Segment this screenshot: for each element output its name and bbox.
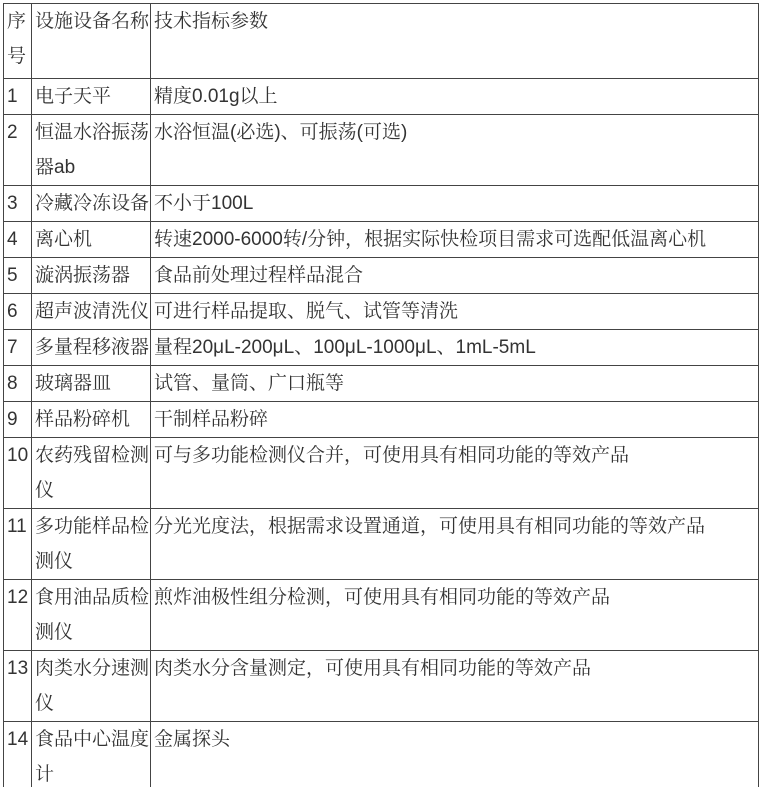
spec-cell: 试管、量筒、广口瓶等 xyxy=(151,366,759,402)
spec-cell: 可进行样品提取、脱气、试管等清洗 xyxy=(151,294,759,330)
table-row xyxy=(4,580,759,651)
table-row xyxy=(4,509,759,580)
equipment-name-cell: 冷藏冷冻设备 xyxy=(32,186,151,222)
spec-cell: 精度0.01g以上 xyxy=(151,79,759,115)
table-row xyxy=(4,330,759,366)
serial-number-cell: 7 xyxy=(4,330,32,366)
serial-number-cell: 11 xyxy=(4,509,32,580)
header-cell-equipment-name: 设施设备名称 xyxy=(32,4,151,79)
equipment-name-cell: 电子天平 xyxy=(32,79,151,115)
equipment-name-cell: 肉类水分速测仪 xyxy=(32,651,151,722)
table-row xyxy=(4,651,759,722)
serial-number-cell: 10 xyxy=(4,438,32,509)
serial-number-cell: 9 xyxy=(4,402,32,438)
spec-cell: 食品前处理过程样品混合 xyxy=(151,258,759,294)
serial-number-cell: 4 xyxy=(4,222,32,258)
serial-number-cell: 8 xyxy=(4,366,32,402)
equipment-name-cell: 食用油品质检测仪 xyxy=(32,580,151,651)
equipment-name-cell: 恒温水浴振荡器ab xyxy=(32,115,151,186)
table-row xyxy=(4,222,759,258)
spec-cell: 量程20μL-200μL、100μL-1000μL、1mL-5mL xyxy=(151,330,759,366)
table-row xyxy=(4,186,759,222)
table-row xyxy=(4,722,759,787)
equipment-spec-table xyxy=(3,3,759,787)
equipment-name-cell: 离心机 xyxy=(32,222,151,258)
table-row xyxy=(4,115,759,186)
table-header-row xyxy=(4,4,759,79)
table-row xyxy=(4,402,759,438)
serial-number-cell: 14 xyxy=(4,722,32,787)
spec-cell: 干制样品粉碎 xyxy=(151,402,759,438)
equipment-name-cell: 食品中心温度计 xyxy=(32,722,151,787)
spec-cell: 水浴恒温(必选)、可振荡(可选) xyxy=(151,115,759,186)
equipment-name-cell: 漩涡振荡器 xyxy=(32,258,151,294)
table-row xyxy=(4,79,759,115)
table-row xyxy=(4,258,759,294)
serial-number-cell: 12 xyxy=(4,580,32,651)
spec-cell: 不小于100L xyxy=(151,186,759,222)
spec-cell: 分光光度法，根据需求设置通道，可使用具有相同功能的等效产品 xyxy=(151,509,759,580)
equipment-name-cell: 多功能样品检测仪 xyxy=(32,509,151,580)
spec-cell: 金属探头 xyxy=(151,722,759,787)
serial-number-cell: 3 xyxy=(4,186,32,222)
serial-number-cell: 6 xyxy=(4,294,32,330)
equipment-name-cell: 超声波清洗仪 xyxy=(32,294,151,330)
serial-number-cell: 13 xyxy=(4,651,32,722)
serial-number-cell: 1 xyxy=(4,79,32,115)
table-row xyxy=(4,366,759,402)
table-row xyxy=(4,438,759,509)
spec-cell: 转速2000-6000转/分钟，根据实际快检项目需求可选配低温离心机 xyxy=(151,222,759,258)
serial-number-cell: 2 xyxy=(4,115,32,186)
serial-number-cell: 5 xyxy=(4,258,32,294)
spec-cell: 肉类水分含量测定，可使用具有相同功能的等效产品 xyxy=(151,651,759,722)
header-cell-serial-number: 序号 xyxy=(4,4,32,79)
spec-cell: 煎炸油极性组分检测，可使用具有相同功能的等效产品 xyxy=(151,580,759,651)
equipment-name-cell: 样品粉碎机 xyxy=(32,402,151,438)
equipment-name-cell: 玻璃器皿 xyxy=(32,366,151,402)
table-row xyxy=(4,294,759,330)
spec-cell: 可与多功能检测仪合并，可使用具有相同功能的等效产品 xyxy=(151,438,759,509)
header-cell-spec-params: 技术指标参数 xyxy=(151,4,759,79)
equipment-name-cell: 多量程移液器 xyxy=(32,330,151,366)
equipment-name-cell: 农药残留检测仪 xyxy=(32,438,151,509)
